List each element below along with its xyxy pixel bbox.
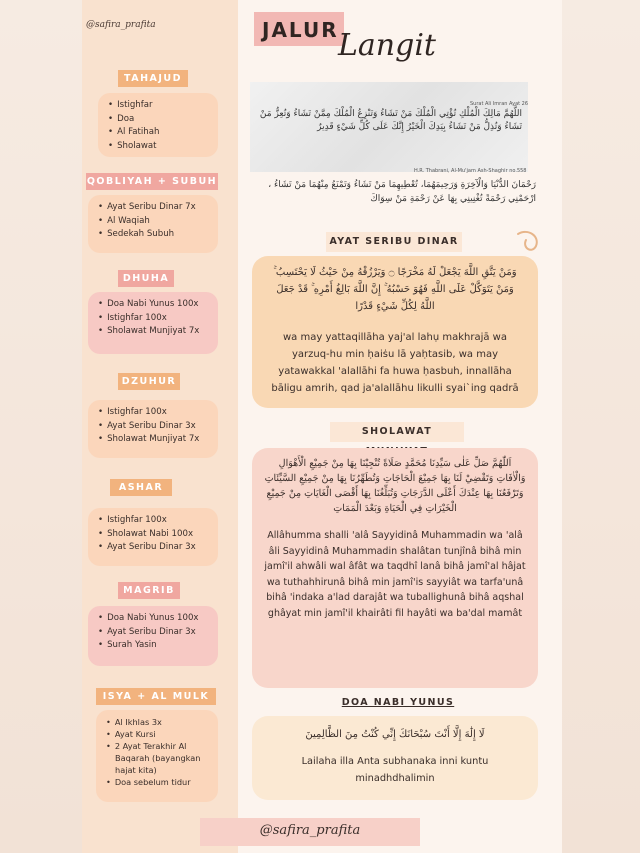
sholawat-munjiyat-arabic: اَللّٰهُمَّ صَلِّ عَلٰى سَيِّدِنَا مُحَمَّدٍ صَلَاةً تُنْجِيْنَا بِهَا مِنْ جَمِيْعِ الْأَهْوَالِ وَالْاٰفَاتِ وَتَقْضِيْ لَنَا بِهَا جَمِيْعَ الْحَاجَاتِ وَتُطَهِّرُنَا بِهَا مِنْ جَمِيْعِ السَّيِّئَاتِ وَتَرْفَعُنَا بِهَا عِنْدَكَ أَعْلَى الدَّرَجَاتِ وَتُبَلِّغُنَا بِهَا أَقْصَى الْغَايَاتِ مِنْ جَمِيْعِ الْخَيْرَاتِ فِي الْحَيَاةِ وَبَعْدَ الْمَمَاتِ bbox=[264, 458, 526, 514]
list-item: • Doa bbox=[108, 113, 210, 127]
quote-arabic-1: اللَّهُمَّ مَالِكَ الْمُلْكِ تُؤْتِي الْمُلْكَ مَنْ تَشَاءُ وَتَنْزِعُ الْمُلْكَ مِمَّنْ تَشَاءُ وَتُعِزُّ مَنْ تَشَاءُ وَتُذِلُّ مَنْ تَشَاءُ بِيَدِكَ الْخَيْرُ إِنَّكَ عَلَى كُلِّ شَيْءٍ قَدِيرٌ bbox=[259, 109, 522, 132]
section-label-magrib: MAGRIB bbox=[118, 582, 180, 599]
section-list-qobliyah-subuh bbox=[88, 195, 218, 253]
list-item: • Istighfar 100x bbox=[98, 312, 210, 326]
list-item: • Sholawat bbox=[108, 140, 210, 154]
section-label-isya-al-mulk: ISYA + AL MULK bbox=[96, 688, 216, 705]
section-label-dhuha: DHUHA bbox=[118, 270, 174, 287]
card-doa-nabi-yunus bbox=[252, 716, 538, 800]
heading-ayat-seribu-dinar: AYAT SERIBU DINAR bbox=[326, 232, 462, 252]
list-item: • Sholawat Nabi 100x bbox=[98, 528, 210, 542]
list-item: • Sholawat Munjiyat 7x bbox=[98, 325, 210, 339]
sholawat-munjiyat-latin: Allâhumma shalli 'alâ Sayyidinâ Muhammadin wa 'alâ âli Sayyidinâ Muhammadin shalâtan tunjînâ bihâ min jamî'il ahwâli wal âfât wa taqdhî lanâ bihâ jamî'al hâjat wa tuthahhirunâ bihâ min jamî'is sayyiât wa tarfa'unâ bihâ 'indaka a'lad darajât wa tuballighunâ bihâ aqshal ghâyat min jamî'il khairâti fil hayâti wa ba'dal mamât bbox=[264, 530, 526, 619]
handle-top: @safira_prafita bbox=[86, 20, 156, 30]
ayat-seribu-dinar-arabic: وَمَنْ يَتَّقِ اللَّهَ يَجْعَلْ لَهُ مَخْرَجًا ۝ وَيَرْزُقْهُ مِنْ حَيْثُ لَا يَحْتَسِبُ ۚ وَمَنْ يَتَوَكَّلْ عَلَى اللَّهِ فَهُوَ حَسْبُهُ ۚ إِنَّ اللَّهَ بَالِغُ أَمْرِهِ ۚ قَدْ جَعَلَ اللَّهُ لِكُلِّ شَيْءٍ قَدْرًا bbox=[273, 267, 517, 312]
heading-sholawat-munjiyat: SHOLAWAT bbox=[330, 422, 464, 442]
page-title-line1: JALUR bbox=[262, 18, 339, 42]
doa-nabi-yunus-arabic: لَا إِلَٰهَ إِلَّا أَنْتَ سُبْحَانَكَ إِنِّي كُنْتُ مِنَ الظَّالِمِينَ bbox=[305, 729, 485, 740]
section-list-dhuha bbox=[88, 292, 218, 354]
card-ayat-seribu-dinar bbox=[252, 256, 538, 408]
section-list-ashar bbox=[88, 508, 218, 566]
list-item: • Sholawat Munjiyat 7x bbox=[98, 433, 210, 447]
list-item: • Istighfar 100x bbox=[98, 406, 210, 420]
quote-source-2: H.R. Thabrani, Al-Mu'jam Ash-Shaghir no.558 bbox=[414, 168, 527, 174]
section-list-magrib bbox=[88, 606, 218, 666]
list-item: • Al Fatihah bbox=[108, 126, 210, 140]
list-item: • Ayat Seribu Dinar 3x bbox=[98, 420, 210, 434]
doodle-swirl-icon bbox=[514, 226, 544, 256]
section-label-dzuhur: DZUHUR bbox=[118, 373, 180, 390]
heading-doa-nabi-yunus: DOA NABI YUNUS bbox=[340, 694, 456, 712]
list-item: • Al Ikhlas 3x bbox=[106, 716, 210, 728]
doa-nabi-yunus-latin: Lailaha illa Anta subhanaka inni kuntu minadhdhalimin bbox=[301, 756, 489, 784]
list-item: • Doa Nabi Yunus 100x bbox=[98, 612, 210, 626]
list-item: • Al Waqiah bbox=[98, 215, 210, 229]
list-item: • Ayat Kursi bbox=[106, 728, 210, 740]
section-label-tahajud: TAHAJUD bbox=[118, 70, 188, 87]
quote-source-1: Surat Ali Imran Ayat 26 bbox=[470, 101, 529, 107]
quote-arabic-2: رَحْمَانَ الدُّنْيَا وَالْآخِرَةِ وَرَحِيمَهُمَا، تُعْطِيهِمَا مَنْ تَشَاءُ وَتَمْنَعُ مِنْهُمَا مَنْ تَشَاءُ ، ارْحَمْنِي رَحْمَةً تُغْنِينِي بِهَا عَنْ رَحْمَةِ مَنْ سِوَاكَ bbox=[268, 180, 536, 204]
list-item: • Ayat Seribu Dinar 7x bbox=[98, 201, 210, 215]
section-label-ashar: ASHAR bbox=[110, 479, 172, 496]
list-item: • Istighfar bbox=[108, 99, 210, 113]
section-list-isya-al-mulk bbox=[96, 710, 218, 802]
list-item: • Surah Yasin bbox=[98, 639, 210, 653]
section-label-qobliyah-subuh: QOBLIYAH + SUBUH bbox=[86, 173, 218, 190]
list-item: • Ayat Seribu Dinar 3x bbox=[98, 541, 210, 555]
card-sholawat-munjiyat bbox=[252, 448, 538, 688]
list-item: • Doa Nabi Yunus 100x bbox=[98, 298, 210, 312]
section-list-dzuhur bbox=[88, 400, 218, 458]
ayat-seribu-dinar-latin: wa may yattaqillāha yaj'al lahụ makhrajā wa yarzuq-hu min ḥaiṡu lā yaḥtasib, wa may yatawakkal 'alallāhi fa huwa ḥasbuh, innallāha bāligu amrih, qad ja'alallāhu likulli syai`ing qadrā bbox=[271, 332, 519, 394]
handle-bottom: @safira_prafita bbox=[259, 823, 361, 838]
list-item: • Sedekah Subuh bbox=[98, 228, 210, 242]
list-item: • Ayat Seribu Dinar 3x bbox=[98, 626, 210, 640]
section-list-tahajud bbox=[98, 93, 218, 157]
list-item: • Istighfar 100x bbox=[98, 514, 210, 528]
list-item: • 2 Ayat Terakhir Al Baqarah (bayangkan hajat kita) bbox=[106, 740, 210, 776]
page-title-line2: Langit bbox=[338, 28, 436, 63]
list-item: • Doa sebelum tidur bbox=[106, 776, 210, 788]
